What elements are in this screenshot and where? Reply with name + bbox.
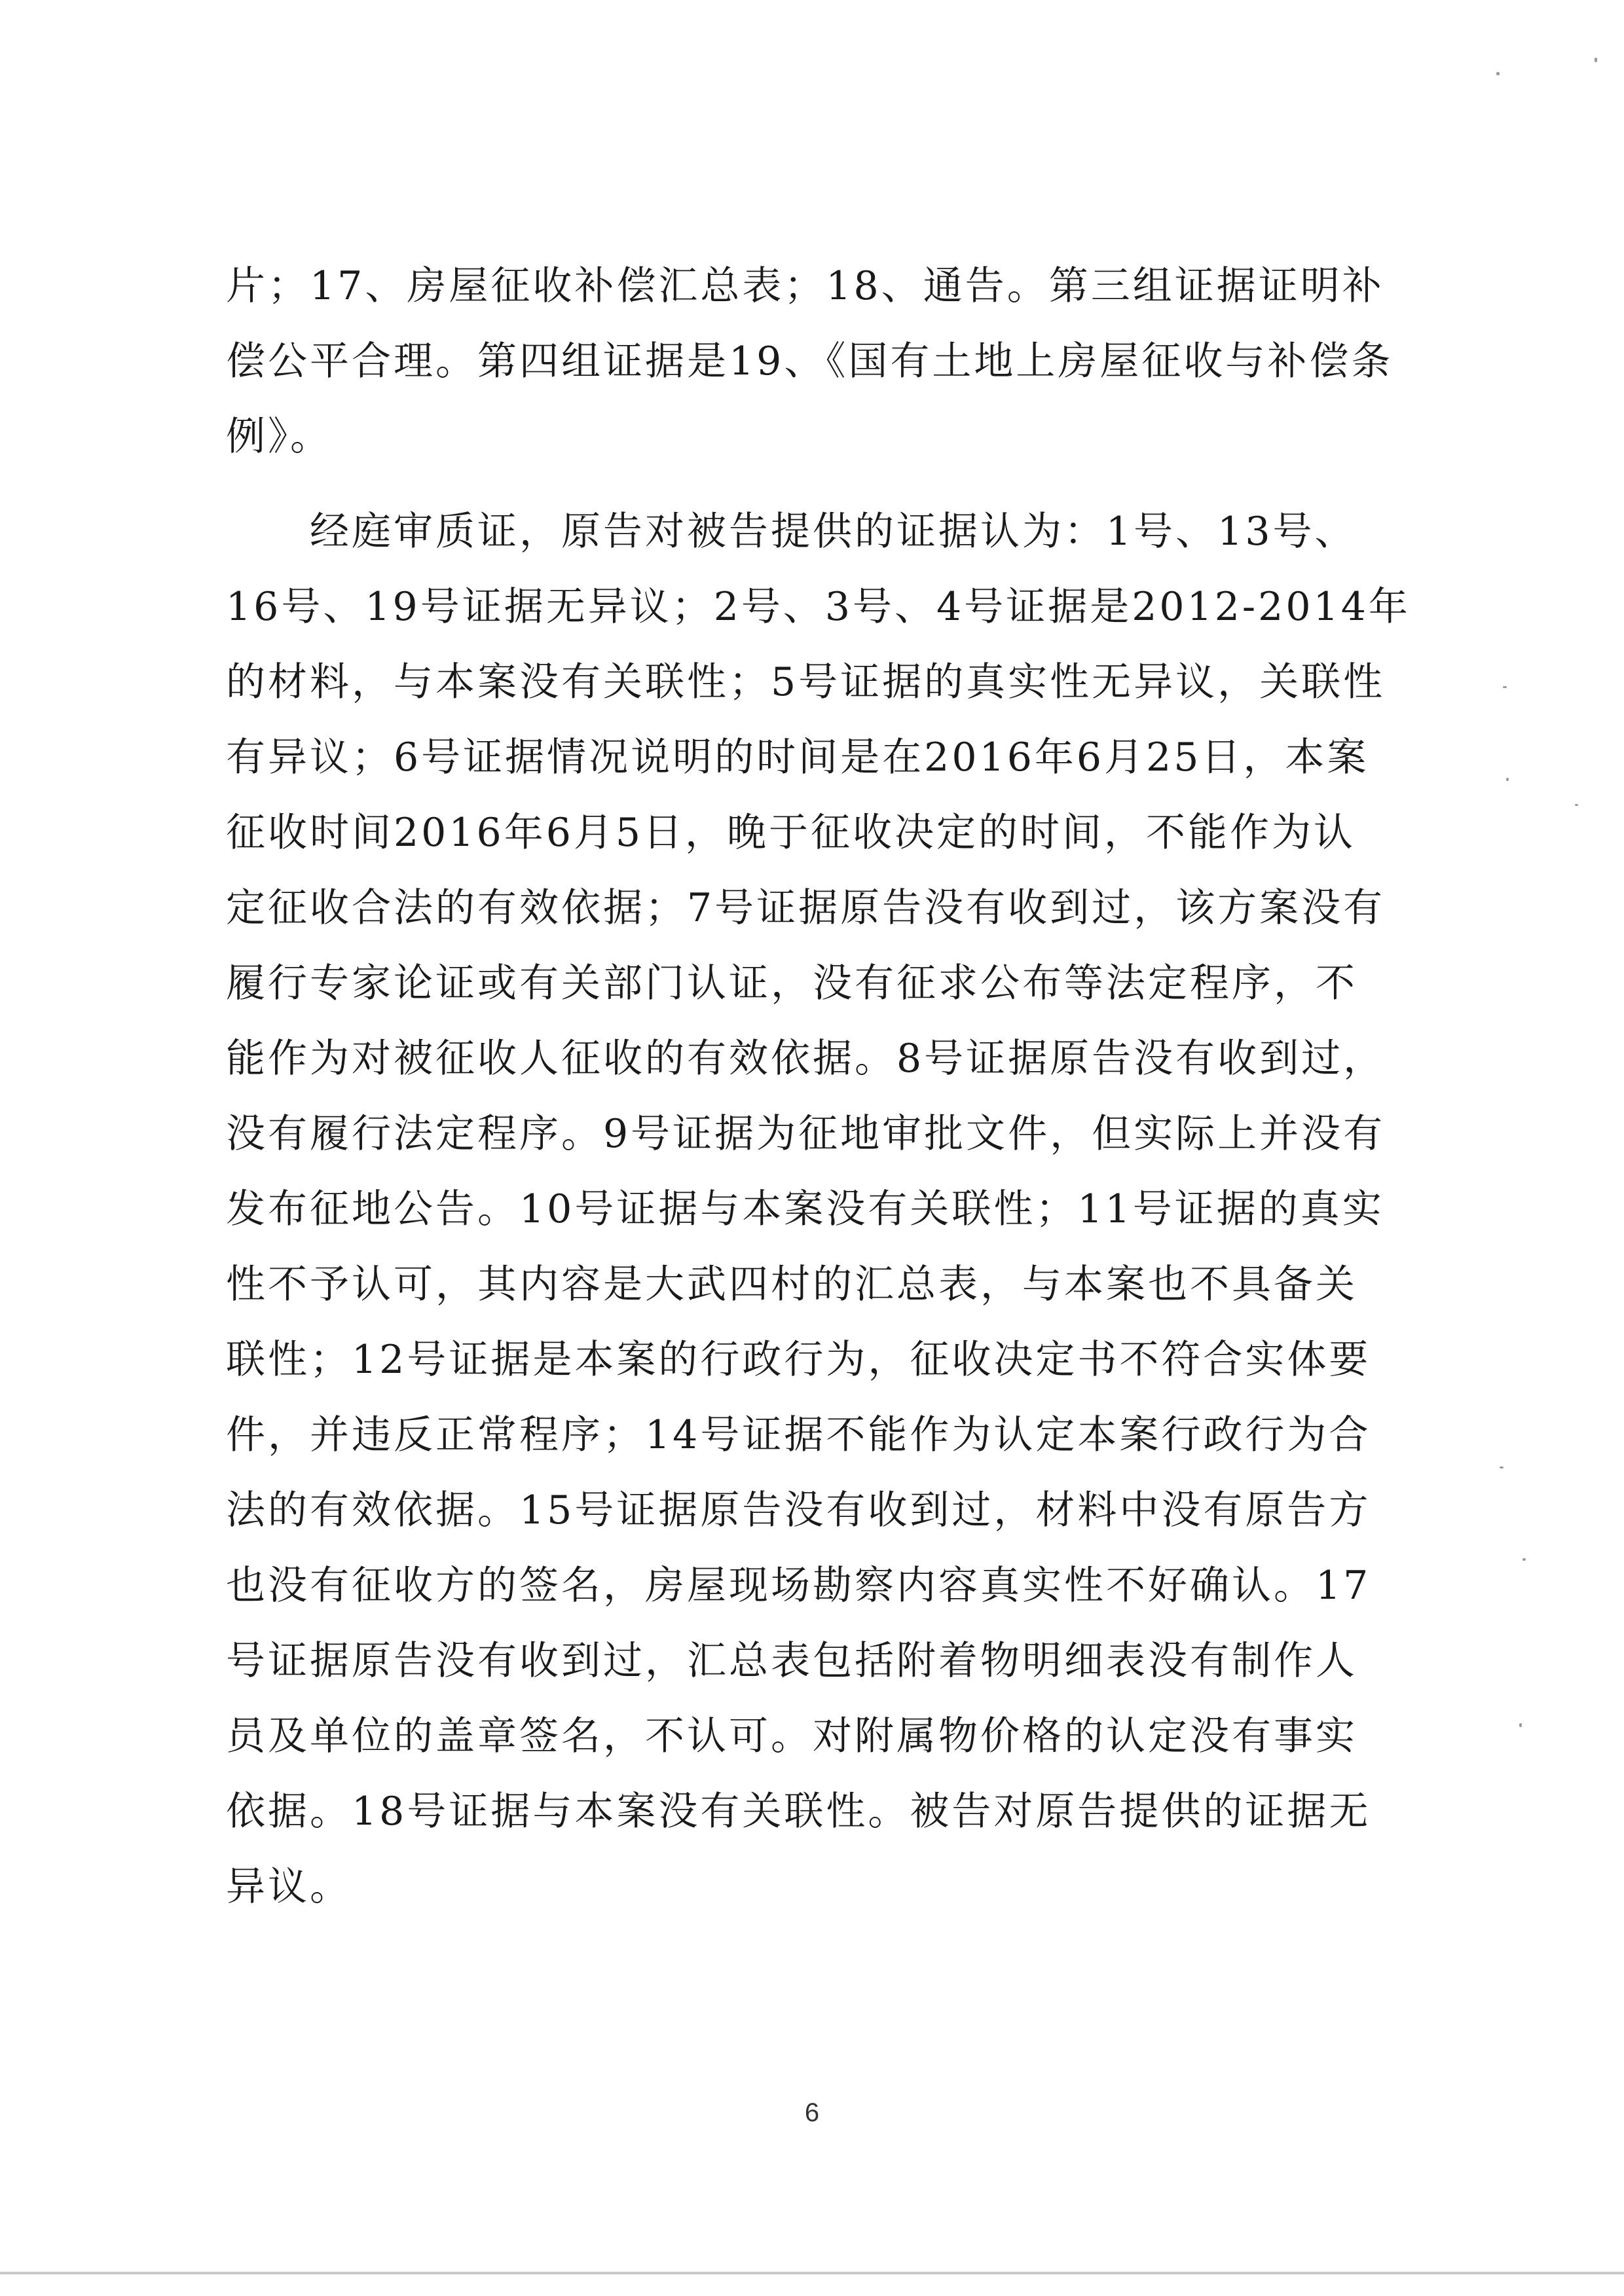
text-line: 经庭审质证，原告对被告提供的证据认为：1号、13号、 [226,509,1357,555]
document-body [226,249,1428,1925]
text-line: 依据。18号证据与本案没有关联性。被告对原告提供的证据无 [226,1789,1371,1834]
text-line: 片；17、房屋征收补偿汇总表；18、通告。第三组证据证明补 [226,263,1384,309]
text-line: 16号、19号证据无异议；2号、3号、4号证据是2012-2014年 [226,584,1411,630]
text-line: 能作为对被征收人征收的有效依据。8号证据原告没有收到过， [226,1036,1386,1082]
scan-edge [0,2272,1624,2274]
text-line: 性不予认可，其内容是大武四村的汇总表，与本案也不具备关 [226,1262,1357,1307]
text-line: 例》。 [226,414,332,460]
text-line: 偿公平合理。第四组证据是19、《国有土地上房屋征收与补偿条 [226,338,1393,384]
text-line: 没有履行法定程序。9号证据为征地审批文件，但实际上并没有 [226,1111,1386,1157]
text-line: 也没有征收方的签名，房屋现场勘察内容真实性不好确认。17 [226,1563,1371,1609]
scan-speck [1575,804,1578,806]
text-line: 联性；12号证据是本案的行政行为，征收决定书不符合实体要 [226,1337,1371,1383]
text-line: 征收时间2016年6月5日，晚于征收决定的时间，不能作为认 [226,810,1356,856]
text-line: 的材料，与本案没有关联性；5号证据的真实性无异议，关联性 [226,659,1386,705]
text-line: 有异议；6号证据情况说明的时间是在2016年6月25日，本案 [226,735,1369,780]
page-number: 6 [804,2098,820,2127]
scan-speck [1595,58,1597,62]
scan-speck [1522,1558,1526,1561]
scan-speck [1519,1723,1522,1727]
scan-speck [1503,686,1507,688]
scan-speck [1506,778,1509,781]
text-line: 法的有效依据。15号证据原告没有收到过，材料中没有原告方 [226,1487,1371,1533]
text-line: 发布征地公告。10号证据与本案没有关联性；11号证据的真实 [226,1186,1384,1232]
scan-speck [1496,72,1500,75]
text-line: 履行专家论证或有关部门认证，没有征求公布等法定程序，不 [226,960,1357,1006]
scan-speck [1500,1467,1504,1468]
text-line: 号证据原告没有收到过，汇总表包括附着物明细表没有制作人 [226,1638,1357,1684]
text-line: 员及单位的盖章签名，不认可。对附属物价格的认定没有事实 [226,1713,1357,1759]
text-line: 异议。 [226,1864,352,1910]
text-line: 件，并违反正常程序；14号证据不能作为认定本案行政行为合 [226,1412,1371,1458]
text-line: 定征收合法的有效依据；7号证据原告没有收到过，该方案没有 [226,885,1386,931]
